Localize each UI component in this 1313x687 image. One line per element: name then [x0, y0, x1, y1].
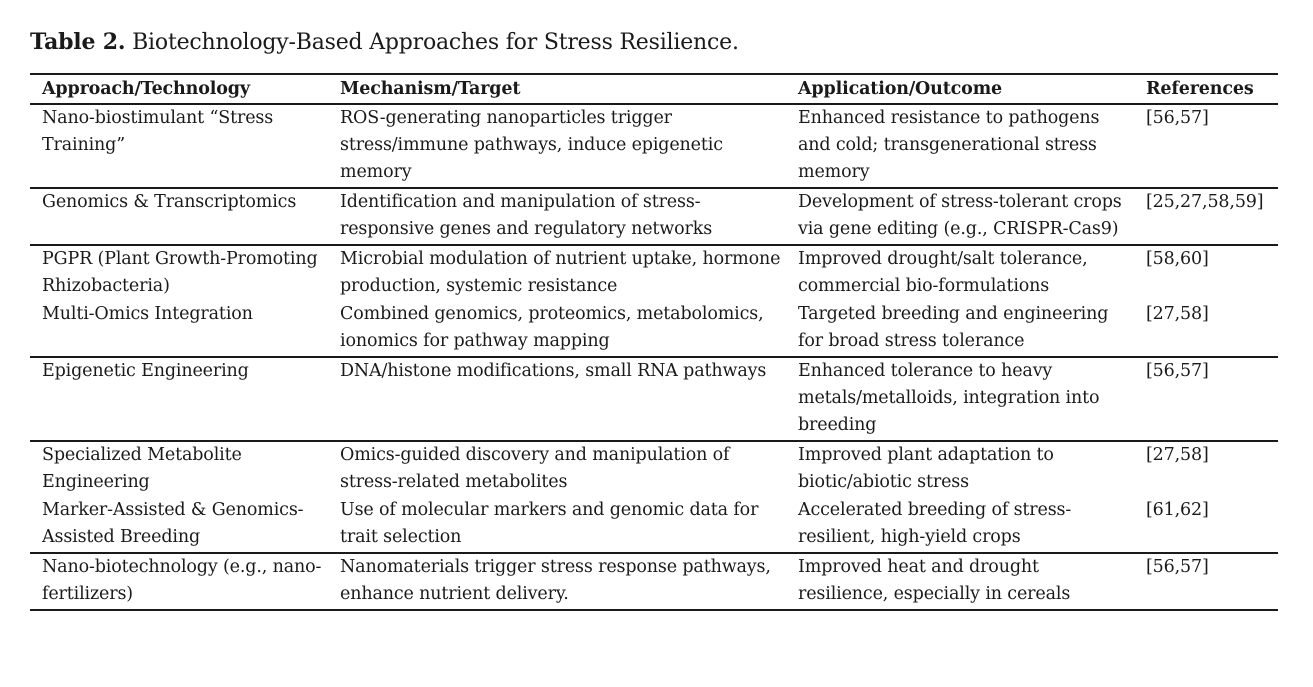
approach-cell: Multi-Omics Integration: [30, 301, 328, 357]
table-title: Biotechnology-Based Approaches for Stress Resilience.: [132, 30, 739, 55]
column-header-approach: Approach/Technology: [30, 74, 328, 104]
data-table: [30, 73, 1278, 611]
table-row: [30, 301, 1278, 357]
references-cell: [58,60]: [1146, 249, 1209, 269]
approach-cell: Genomics & Transcriptomics: [30, 188, 328, 245]
column-header-references: References: [1134, 74, 1278, 104]
application-cell: Enhanced resistance to pathogens and cold; transgenerational stress memory: [786, 104, 1134, 188]
mechanism-cell: Use of molecular markers and genomic data for trait selection: [328, 497, 786, 553]
approach-cell: Marker-Assisted & Genomics-Assisted Breeding: [30, 497, 328, 553]
application-cell: Development of stress-tolerant crops via gene editing (e.g., CRISPR-Cas9): [786, 188, 1134, 245]
application-cell: Improved drought/salt tolerance, commercial bio-formulations: [798, 249, 1088, 296]
mechanism-cell: Nanomaterials trigger stress response pathways, enhance nutrient delivery.: [328, 553, 786, 610]
mechanism-cell: ROS-generating nanoparticles trigger stress/immune pathways, induce epigenetic memory: [328, 104, 786, 188]
mechanism-cell: DNA/histone modifications, small RNA pathways: [328, 357, 786, 441]
references-cell: [27,58]: [1146, 445, 1209, 465]
references-cell: [56,57]: [1134, 104, 1278, 188]
mechanism-cell: Combined genomics, proteomics, metabolomics, ionomics for pathway mapping: [328, 301, 786, 357]
table-caption: [30, 27, 739, 58]
application-cell: Improved plant adaptation to biotic/abiotic stress: [798, 445, 1054, 492]
application-cell: Improved heat and drought resilience, especially in cereals: [786, 553, 1134, 610]
approach-cell: Specialized Metabolite Engineering: [42, 445, 242, 492]
approach-cell: PGPR (Plant Growth-Promoting Rhizobacteria): [42, 249, 318, 296]
approach-cell: Nano-biotechnology (e.g., nano-fertilizers): [30, 553, 328, 610]
references-cell: [25,27,58,59]: [1134, 188, 1278, 245]
application-cell: Accelerated breeding of stress-resilient, high-yield crops: [786, 497, 1134, 553]
application-cell: Targeted breeding and engineering for broad stress tolerance: [786, 301, 1134, 357]
mechanism-cell: Identification and manipulation of stress-responsive genes and regulatory networks: [328, 188, 786, 245]
column-header-mechanism: Mechanism/Target: [328, 74, 786, 104]
table-row: [30, 245, 1278, 301]
mechanism-cell: Microbial modulation of nutrient uptake, hormone production, systemic resistance: [340, 249, 781, 296]
references-cell: [56,57]: [1134, 357, 1278, 441]
table-row: [30, 553, 1278, 610]
mechanism-cell: Omics-guided discovery and manipulation of stress-related metabolites: [340, 445, 730, 492]
references-cell: [61,62]: [1134, 497, 1278, 553]
table-row: [30, 104, 1278, 188]
table-row: [30, 441, 1278, 497]
references-cell: [27,58]: [1134, 301, 1278, 357]
header-row: [30, 74, 1278, 104]
table-row: [30, 357, 1278, 441]
application-cell: Enhanced tolerance to heavy metals/metalloids, integration into breeding: [786, 357, 1134, 441]
table-label: Table 2.: [30, 29, 126, 55]
approach-cell: Epigenetic Engineering: [30, 357, 328, 441]
column-header-application: Application/Outcome: [786, 74, 1134, 104]
approach-cell: Nano-biostimulant “Stress Training”: [30, 104, 328, 188]
table-row: [30, 497, 1278, 553]
table-row: [30, 188, 1278, 245]
references-cell: [56,57]: [1134, 553, 1278, 610]
